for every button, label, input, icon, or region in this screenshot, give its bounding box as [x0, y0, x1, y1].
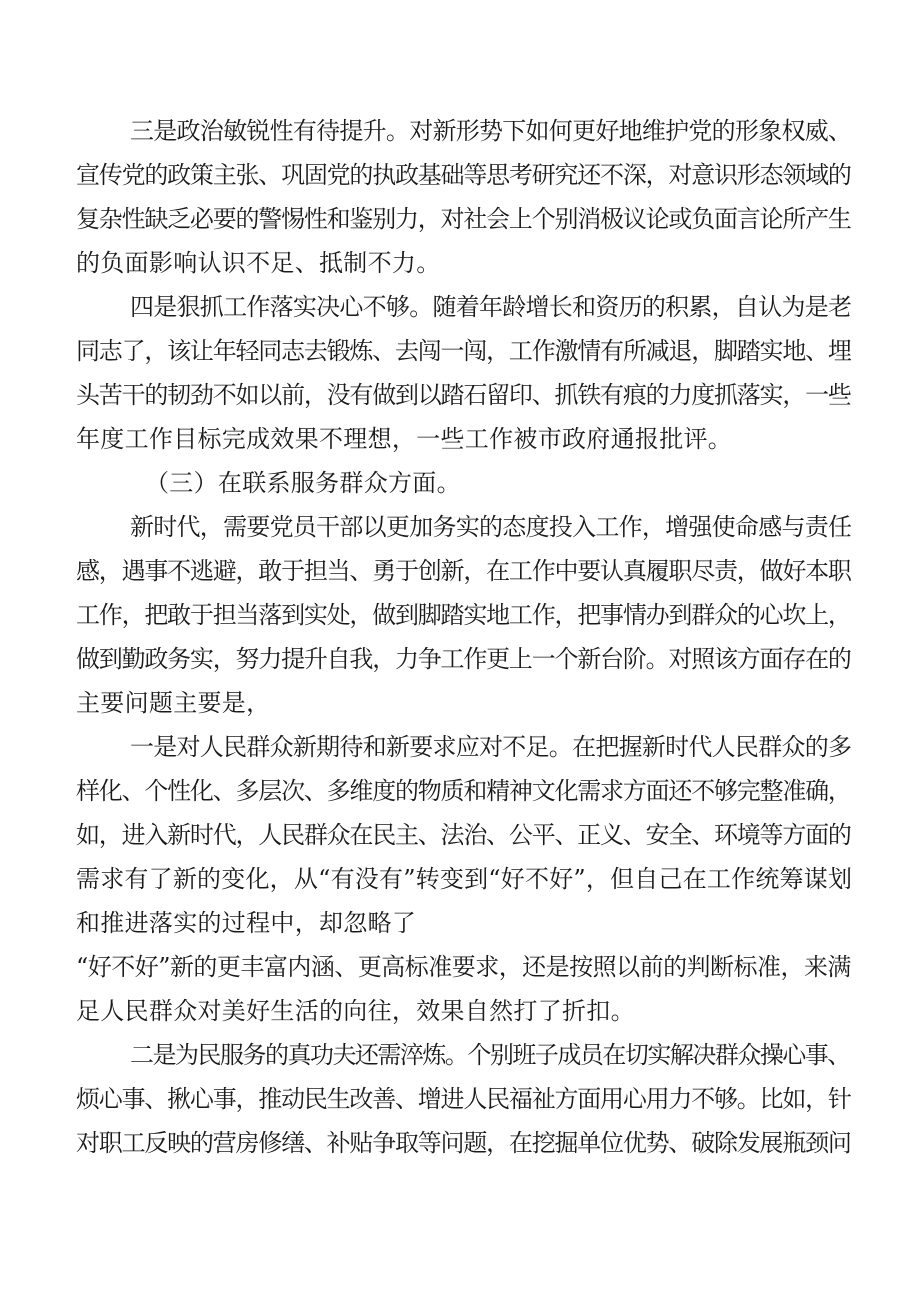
text-line: 宣传党的政策主张、巩固党的执政基础等思考研究还不深，对意识形态领域的: [76, 161, 851, 189]
text-line: 复杂性缺乏必要的警惕性和鉴别力，对社会上个别消极议论或负面言论所产生: [76, 205, 851, 233]
text-line: 足人民群众对美好生活的向往，效果自然打了折扣。: [76, 997, 635, 1025]
text-line: 新时代，需要党员干部以更加务实的态度投入工作，增强使命感与责任: [130, 513, 852, 541]
text-line: 样化、个性化、多层次、多维度的物质和精神文化需求方面还不够完整准确，: [76, 777, 851, 805]
text-line: 二是为民服务的真功夫还需淬炼。个别班子成员在切实解决群众操心事、: [130, 1041, 850, 1069]
text-line: 对职工反映的营房修缮、补贴争取等问题，在挖掘单位优势、破除发展瓶颈问: [76, 1129, 851, 1157]
text-line: 感，遇事不逃避，敢于担当、勇于创新，在工作中要认真履职尽责，做好本职: [76, 557, 851, 585]
text-line: 一是对人民群众新期待和新要求应对不足。在把握新时代人民群众的多: [130, 733, 852, 761]
text-line: 年度工作目标完成效果不理想，一些工作被市政府通报批评。: [76, 425, 733, 453]
text-line: 工作，把敢于担当落到实处，做到脚踏实地工作，把事情办到群众的心坎上，: [76, 601, 851, 629]
text-line: 同志了，该让年轻同志去锻炼、去闯一闯，工作激情有所减退，脚踏实地、埋: [76, 337, 851, 365]
text-line: 做到勤政务实，努力提升自我，力争工作更上一个新台阶。对照该方面存在的: [76, 645, 851, 673]
text-line: 主要问题主要是，: [76, 689, 271, 717]
text-line: 的负面影响认识不足、抵制不力。: [76, 249, 441, 277]
text-line: 四是狠抓工作落实决心不够。随着年龄增长和资历的积累，自认为是老: [130, 293, 852, 321]
text-line: 头苦干的韧劲不如以前，没有做到以踏石留印、抓铁有痕的力度抓落实，一些: [76, 381, 851, 409]
text-line: 需求有了新的变化，从“有没有”转变到“好不好”，但自己在工作统筹谋划: [76, 865, 853, 893]
text-line: 烦心事、揪心事，推动民生改善、增进人民福祉方面用心用力不够。比如，针: [76, 1085, 851, 1113]
text-line: 如，进入新时代，人民群众在民主、法治、公平、正义、安全、环境等方面的: [76, 821, 851, 849]
text-line: 和推进落实的过程中，却忽略了: [76, 909, 417, 937]
text-line: 三是政治敏锐性有待提升。对新形势下如何更好地维护党的形象权威、: [130, 117, 852, 145]
text-line: “好不好”新的更丰富内涵、更高标准要求，还是按照以前的判断标准，来满: [76, 953, 851, 981]
section-heading: （三）在联系服务群众方面。: [145, 469, 461, 497]
